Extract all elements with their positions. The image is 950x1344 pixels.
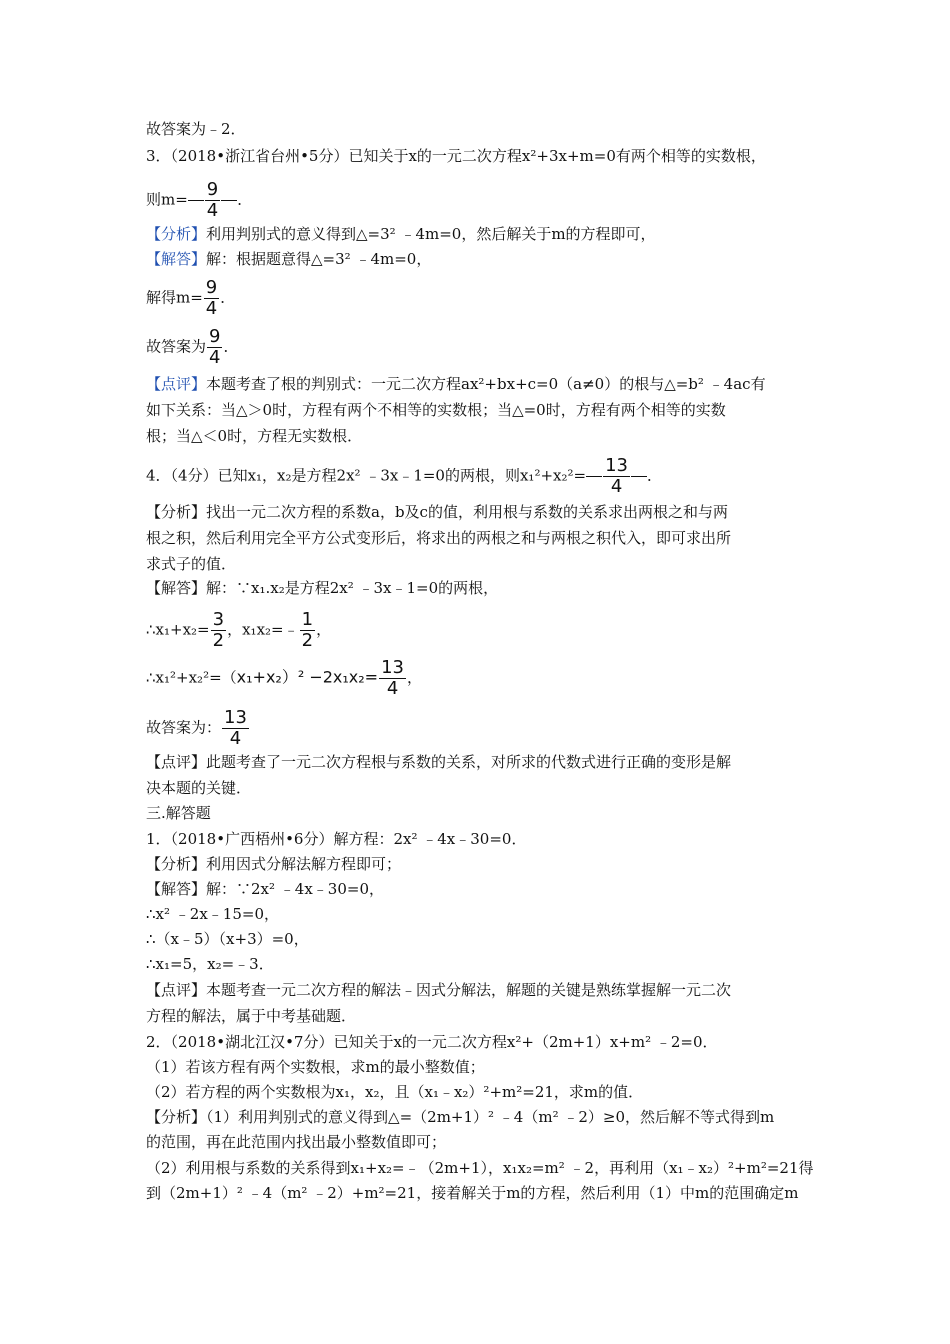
text-line: 决本题的关键．	[146, 779, 252, 797]
fraction: $\frac{9}{4}$	[206, 179, 219, 221]
fraction: $\frac{1}{2}$	[301, 609, 314, 651]
text-line: （1）若该方程有两个实数根，求m的最小整数值；	[146, 1058, 485, 1076]
question-stem: 1．（2018•广西梧州•6分）解方程：2x² ﹣4x﹣30=0．	[146, 830, 527, 848]
text-line: 【分析】利用因式分解法解方程即可；	[146, 855, 402, 873]
question-4-stem: 4．（4分）已知x₁，x₂是方程2x² ﹣3x﹣1=0的两根，则x₁²+x₂²= $\frac{13}{4}$ ．	[146, 455, 663, 497]
answer-line: 故答案为： $\frac{13}{4}$	[146, 707, 247, 749]
fraction: $\frac{13}{4}$	[381, 657, 404, 699]
question-3-stem: 3．（2018•浙江省台州•5分）已知关于x的一元二次方程x²+3x+m=0有两个相等的实数根，	[146, 147, 766, 165]
answer-line: 故答案为 $\frac{9}{4}$ ．	[146, 326, 239, 368]
text-line: ∴x² ﹣2x﹣15=0，	[146, 905, 279, 923]
solution-tag: 【解答】	[146, 250, 207, 268]
question-3-answer-line: 则m= $\frac{9}{4}$ ．	[146, 179, 253, 221]
text-line: 【解答】解：∵x₁.x₂是方程2x² ﹣3x﹣1=0的两根，	[146, 579, 499, 597]
text-line: 【分析】找出一元二次方程的系数a，b及c的值，利用根与系数的关系求出两根之和与两	[146, 503, 728, 521]
text-line: ∴（x﹣5）（x+3）=0，	[146, 930, 309, 948]
text-line: 求式子的值．	[146, 555, 237, 573]
fraction: $\frac{3}{2}$	[212, 609, 225, 651]
fraction: $\frac{9}{4}$	[205, 277, 218, 319]
text-line: 【点评】此题考查了一元二次方程根与系数的关系，对所求的代数式进行正确的变形是解	[146, 753, 732, 771]
analysis-line: 【分析】利用判别式的意义得到△=3² ﹣4m=0，然后解关于m的方程即可，	[146, 225, 656, 243]
comment-tag: 【点评】	[146, 375, 207, 393]
text-line: 【点评】本题考查一元二次方程的解法﹣因式分解法，解题的关键是熟练掌握解一元二次	[146, 981, 732, 999]
text-line: 【分析】（1）利用判别式的意义得到△=（2m+1）² ﹣4（m² ﹣2）≥0，然后解不等式得到m	[146, 1108, 775, 1126]
text-line: 根之积，然后利用完全平方公式变形后，将求出的两根之和与两根之积代入，即可求出所	[146, 529, 732, 547]
text-line: 故答案为﹣2．	[146, 120, 246, 138]
question-stem: 2．（2018•湖北江汉•7分）已知关于x的一元二次方程x²+（2m+1）x+m² ﹣2=0．	[146, 1033, 718, 1051]
text-line: （2）若方程的两个实数根为x₁，x₂，且（x₁﹣x₂）²+m²=21，求m的值．	[146, 1083, 644, 1101]
section-heading: 三.解答题	[146, 804, 211, 822]
square-sum-line: ∴x₁²+x₂²=（x₁+x₂）² −2x₁x₂= $\frac{13}{4}$ ，	[146, 657, 423, 699]
text-line: 根；当△＜0时，方程无实数根．	[146, 427, 363, 445]
comment-line: 【点评】本题考查了根的判别式：一元二次方程ax²+bx+c=0（a≠0）的根与△=b² ﹣4ac有	[146, 375, 766, 393]
fraction: $\frac{13}{4}$	[224, 707, 247, 749]
solution-line: 【解答】解：根据题意得△=3² ﹣4m=0，	[146, 250, 432, 268]
text-line: 【解答】解：∵2x² ﹣4x﹣30=0，	[146, 880, 384, 898]
text-line: 方程的解法，属于中考基础题．	[146, 1007, 357, 1025]
text-line: ∴x₁=5，x₂=﹣3．	[146, 955, 274, 973]
sum-product-line: ∴x₁+x₂= $\frac{3}{2}$ ，x₁x₂=﹣ $\frac{1}{2}$ ，	[146, 609, 332, 651]
text-line: （2）利用根与系数的关系得到x₁+x₂=﹣（2m+1），x₁x₂=m² ﹣2，再利用（x₁﹣x₂）²+m²=21得	[146, 1159, 814, 1177]
text-line: 到（2m+1）² ﹣4（m² ﹣2）+m²=21，接着解关于m的方程，然后利用（1）中m的范围确定m	[146, 1184, 799, 1202]
text-line: 的范围，再在此范围内找出最小整数值即可；	[146, 1133, 447, 1151]
text-line: 如下关系：当△＞0时，方程有两个不相等的实数根；当△=0时，方程有两个相等的实数	[146, 401, 726, 419]
solution-result-line: 解得m= $\frac{9}{4}$ ．	[146, 277, 236, 319]
analysis-tag: 【分析】	[146, 225, 207, 243]
fraction: $\frac{9}{4}$	[209, 326, 221, 368]
fraction: $\frac{13}{4}$	[605, 455, 628, 497]
